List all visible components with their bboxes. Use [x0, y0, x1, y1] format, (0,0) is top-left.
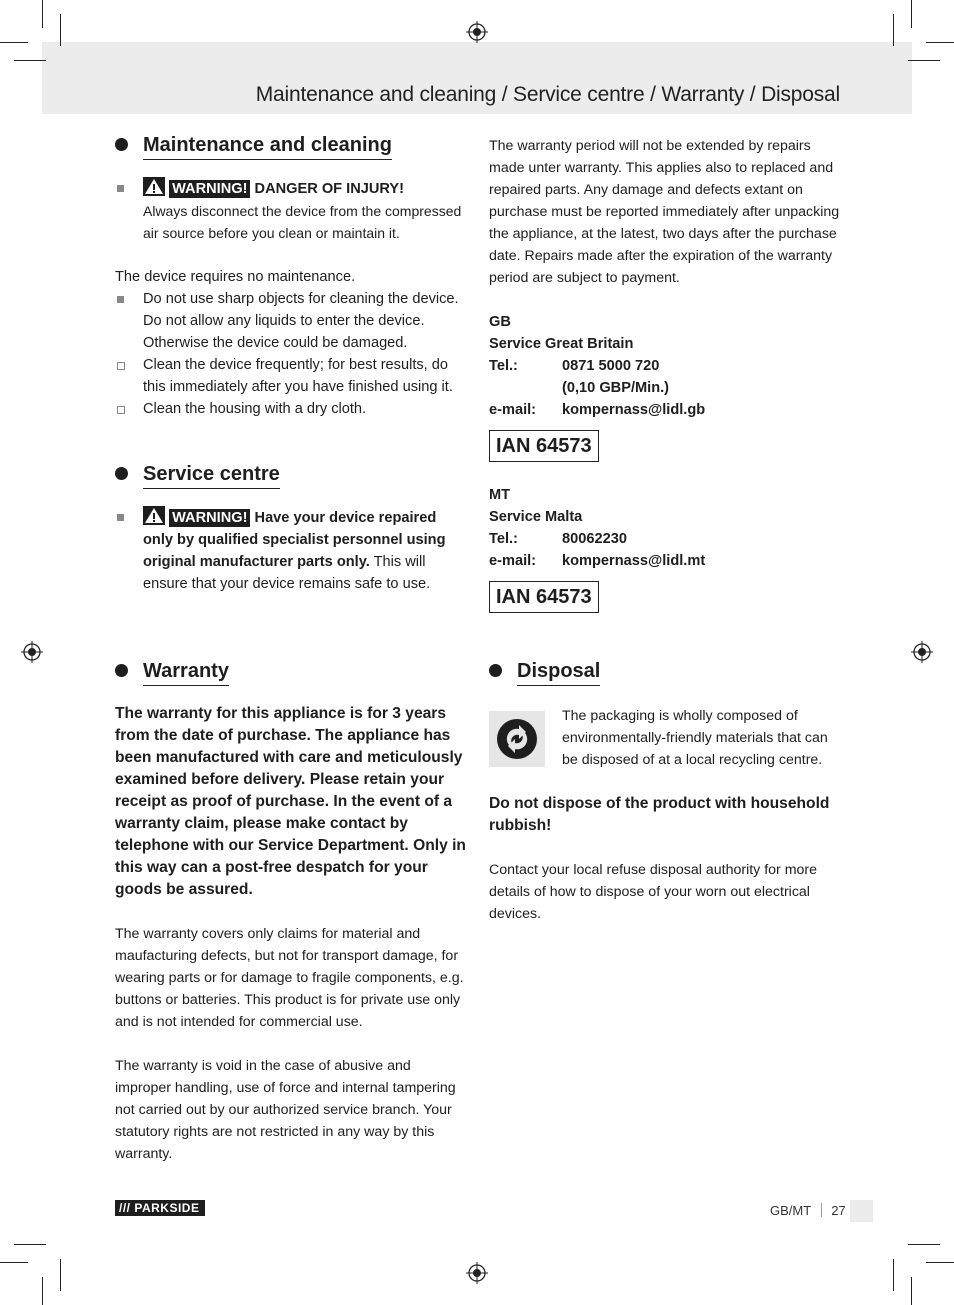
list-item: Clean the device frequently; for best results, do this immediately after you have finished using it.	[115, 354, 467, 398]
section-heading: Service centre	[143, 462, 280, 489]
warranty-paragraph: The warranty period will not be extended by repairs made unter warranty. This applies also to replaced and repaired parts. Any damage and defects extant on purchase must be reported immediately after unpacking the appliance, at the latest, two days after the purchase date. Repairs made after the expiration of the warranty period are subject to payment.	[489, 138, 840, 286]
warning-bold-text: Have your device repaired only by qualified specialist personnel using original manufacturer parts only.	[143, 510, 446, 570]
section-heading: Disposal	[517, 659, 600, 686]
ian-box: IAN 64573	[489, 430, 599, 462]
maintenance-intro: The device requires no maintenance.	[115, 269, 356, 285]
crop-mark	[14, 60, 46, 61]
service-country: MT	[489, 487, 511, 503]
disposal-section	[489, 659, 841, 686]
service-country: GB	[489, 314, 511, 330]
crop-mark	[926, 42, 954, 43]
recycling-symbol-icon	[489, 711, 545, 767]
warranty-section	[115, 659, 467, 1165]
bullet-dot-icon	[489, 664, 502, 677]
service-tel-rate-row: (0,10 GBP/Min.)	[562, 380, 670, 396]
crop-mark	[0, 1262, 28, 1263]
service-name: Service Malta	[489, 509, 583, 525]
list-item: Do not use sharp objects for cleaning the device. Do not allow any liquids to enter the device. Otherwise the device could be damaged.	[115, 288, 467, 354]
service-gb-block	[489, 311, 841, 462]
maintenance-section	[115, 133, 467, 420]
page-tab	[850, 1200, 873, 1222]
page-number: 27	[831, 1203, 846, 1218]
locale-label: GB/MT	[770, 1203, 811, 1218]
crop-mark	[42, 0, 43, 28]
crop-mark	[908, 1244, 940, 1245]
crop-mark	[908, 60, 940, 61]
crop-mark	[60, 1259, 61, 1291]
warning-triangle-icon	[143, 177, 165, 196]
service-centre-section	[115, 462, 467, 595]
crop-mark	[14, 1244, 46, 1245]
service-mt-block	[489, 484, 841, 613]
warning-text: Always disconnect the device from the compressed air source before you clean or maintain it.	[143, 203, 462, 241]
packaging-text: The packaging is wholly composed of environmentally-friendly materials that can be disposed of at a local recycling centre.	[562, 708, 828, 768]
square-bullet-icon	[117, 185, 124, 192]
warning-title: DANGER OF INJURY!	[254, 181, 404, 197]
crop-mark	[911, 0, 912, 28]
warranty-bold-text: The warranty for this appliance is for 3 years from the date of purchase. The appliance has been manufactured with care and meticulously examined before delivery. Please retain your receipt as proof of purchase. In the event of a warranty claim, please make contact by telephone with our Service Department. Only in this way can a post-free despatch for your goods be assured.	[115, 705, 466, 898]
bullet-dot-icon	[115, 467, 128, 480]
brand-logo: /// PARKSIDE	[115, 1200, 205, 1216]
crop-mark	[893, 14, 894, 46]
warranty-paragraph: The warranty covers only claims for material and maufacturing defects, but not for transport damage, for wearing parts or for damage to fragile components, e.g. buttons or batteries. This product is for private use only and is not intended for commercial use.	[115, 926, 464, 1030]
crop-mark	[60, 14, 61, 46]
bullet-dot-icon	[115, 664, 128, 677]
service-email: kompernass@lidl.mt	[562, 553, 706, 569]
checkbox-bullet-icon	[117, 362, 125, 370]
registration-mark-icon	[466, 21, 488, 43]
warning-label: WARNING!	[169, 180, 250, 198]
disposal-notes	[489, 793, 841, 925]
checkbox-bullet-icon	[117, 406, 125, 414]
list-item: Clean the housing with a dry cloth.	[115, 398, 467, 420]
crop-mark	[0, 42, 28, 43]
warning-text: This will ensure that your device remains safe to use.	[143, 554, 431, 592]
registration-mark-icon	[21, 641, 43, 663]
service-email: kompernass@lidl.gb	[562, 402, 706, 418]
section-heading: Maintenance and cleaning	[143, 133, 392, 160]
warning-label: WARNING!	[169, 509, 250, 527]
service-tel-row: Tel.: 80062230	[489, 528, 841, 550]
crop-mark	[893, 1259, 894, 1291]
crop-mark	[42, 1277, 43, 1305]
registration-mark-icon	[466, 1262, 488, 1284]
bullet-dot-icon	[115, 138, 128, 151]
crop-mark	[926, 1262, 954, 1263]
square-bullet-icon	[117, 296, 124, 303]
square-bullet-icon	[117, 514, 124, 521]
disposal-contact-text: Contact your local refuse disposal authority for more details of how to dispose of your worn out electrical devices.	[489, 862, 818, 922]
service-email-row: e-mail: kompernass@lidl.mt	[489, 550, 841, 572]
warning-block	[115, 506, 467, 595]
page-footer	[770, 1203, 846, 1218]
warning-block	[115, 177, 467, 244]
service-tel: 0871 5000 720	[562, 358, 660, 374]
section-heading: Warranty	[143, 659, 229, 686]
warranty-paragraph: The warranty is void in the case of abusive and improper handling, use of force and internal tampering not carried out by our authorized service branch. Your statutory rights are not restricted in any way by this warranty.	[115, 1058, 456, 1162]
crop-mark	[911, 1277, 912, 1305]
service-name: Service Great Britain	[489, 336, 634, 352]
service-tel-row: Tel.: 0871 5000 720	[489, 355, 841, 377]
ian-box: IAN 64573	[489, 581, 599, 613]
warning-triangle-icon	[143, 506, 165, 525]
disposal-bold-note: Do not dispose of the product with household rubbish!	[489, 795, 830, 834]
page-title: Maintenance and cleaning / Service centre / Warranty / Disposal	[255, 83, 840, 106]
service-tel: 80062230	[562, 531, 627, 547]
warranty-continued	[489, 135, 841, 613]
service-email-row: e-mail: kompernass@lidl.gb	[489, 399, 841, 421]
registration-mark-icon	[911, 641, 933, 663]
